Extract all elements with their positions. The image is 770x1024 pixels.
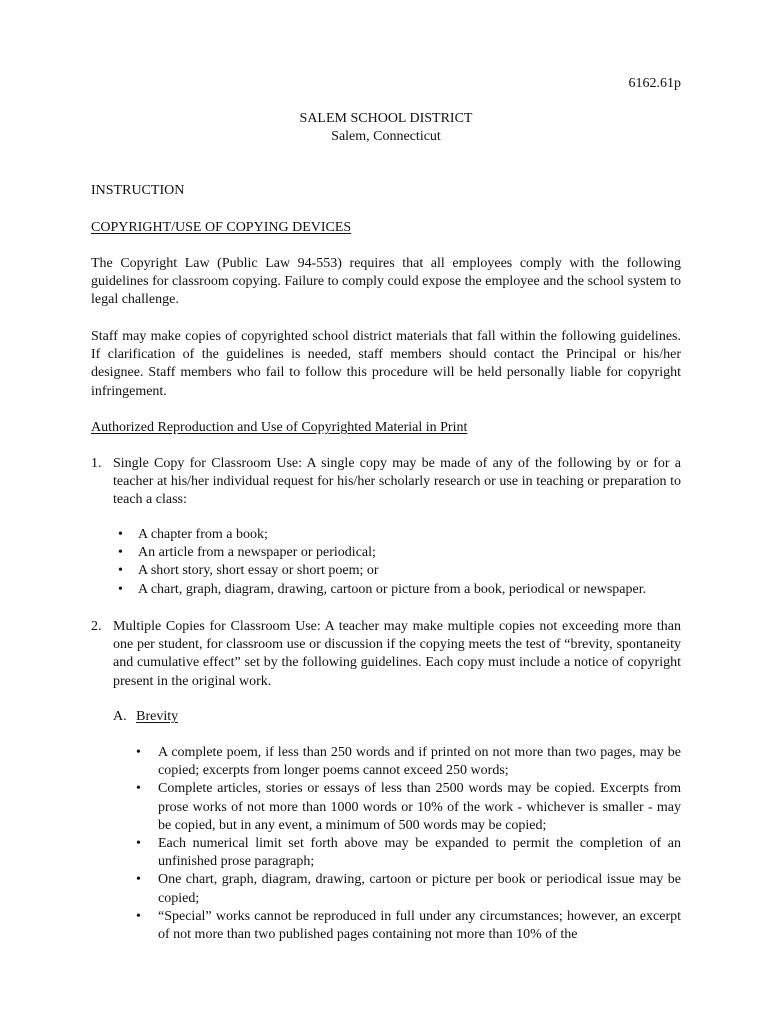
list-item-1 xyxy=(91,455,681,510)
bullet-item xyxy=(91,835,681,871)
bullet-text: “Special” works cannot be reproduced in full under any circumstances; however, an excerpt of not more than two published pages containing not more than 10% of the xyxy=(158,908,681,943)
document-header xyxy=(91,110,681,146)
district-name: SALEM SCHOOL DISTRICT xyxy=(299,111,473,126)
list-number: 1. xyxy=(91,456,102,471)
bullet-text: Complete articles, stories or essays of less than 2500 words may be copied. Excerpts from prose works of not more than 1000 words or 10% of the work - whichever is smaller - may be copied, but in any event, a minimum of 500 words may be copied; xyxy=(158,781,681,833)
bullet-icon: • xyxy=(136,781,141,797)
bullet-item: • A chart, graph, diagram, drawing, cartoon or picture from a book, periodical or newspaper. xyxy=(113,581,681,599)
brevity-bullet-list xyxy=(91,744,681,944)
list-item-text: Multiple Copies for Classroom Use: A teacher may make multiple copies not exceeding more than one per student, for classroom use or discussion if the copying meets the test of “brevity, spontaneity and cumulative effect” set by the following guidelines. Each copy must include a notice of copyright present in the original work. xyxy=(113,619,681,689)
bullet-icon: • xyxy=(136,745,141,760)
bullet-item xyxy=(91,780,681,835)
paragraph-text: The Copyright Law (Public Law 94-553) requires that all employees comply with the following guidelines for classroom copying. Failure to comply could expose the employee and the school system to legal challenge. xyxy=(91,256,681,308)
bullet-text: A complete poem, if less than 250 words and if printed on not more than two pages, may be copied; excerpts from longer poems cannot exceed 250 words; xyxy=(158,745,681,779)
bullet-item: • A short story, short essay or short poem; or xyxy=(113,562,681,580)
item1-bullet-list xyxy=(113,526,681,599)
bullet-text: Each numerical limit set forth above may be expanded to permit the completion of an unfinished prose paragraph; xyxy=(158,836,681,870)
paragraph-text: Staff may make copies of copyrighted school district materials that fall within the following guidelines. If clarification of the guidelines is needed, staff members should contact the Principal or his/her designee. Staff members who fail to follow this procedure will be held personally liable for copyright infringement. xyxy=(91,329,681,399)
document-number: 6162.61p xyxy=(628,76,681,91)
bullet-text: One chart, graph, diagram, drawing, cartoon or picture per book or periodical issue may be copied; xyxy=(158,872,681,906)
bullet-icon: • xyxy=(136,872,141,888)
bullet-item xyxy=(91,908,681,944)
staff-paragraph xyxy=(91,328,681,401)
subsection-title: Authorized Reproduction and Use of Copyrighted Material in Print xyxy=(91,420,468,435)
subsection-a-heading xyxy=(113,708,681,726)
policy-title: COPYRIGHT/USE OF COPYING DEVICES xyxy=(91,220,352,235)
list-item-text: Single Copy for Classroom Use: A single copy may be made of any of the following by or for a teacher at his/her individual request for his/her scholarly research or use in teaching or preparation to teach a class: xyxy=(113,456,681,508)
bullet-item: • An article from a newspaper or periodical; xyxy=(113,544,681,562)
bullet-item: • A chapter from a book; xyxy=(113,526,681,544)
district-location: Salem, Connecticut xyxy=(331,129,441,145)
bullet-icon: • xyxy=(136,908,141,924)
bullet-item xyxy=(91,744,681,780)
list-number: 2. xyxy=(91,619,102,634)
intro-paragraph xyxy=(91,255,681,310)
bullet-item xyxy=(91,871,681,907)
category-heading: INSTRUCTION xyxy=(91,183,185,198)
subsection-a-title: Brevity xyxy=(136,709,179,724)
list-item-2 xyxy=(91,618,681,691)
subsection-letter: A. xyxy=(113,709,127,724)
bullet-icon: • xyxy=(136,836,141,852)
subsection-title-wrap xyxy=(91,419,681,437)
